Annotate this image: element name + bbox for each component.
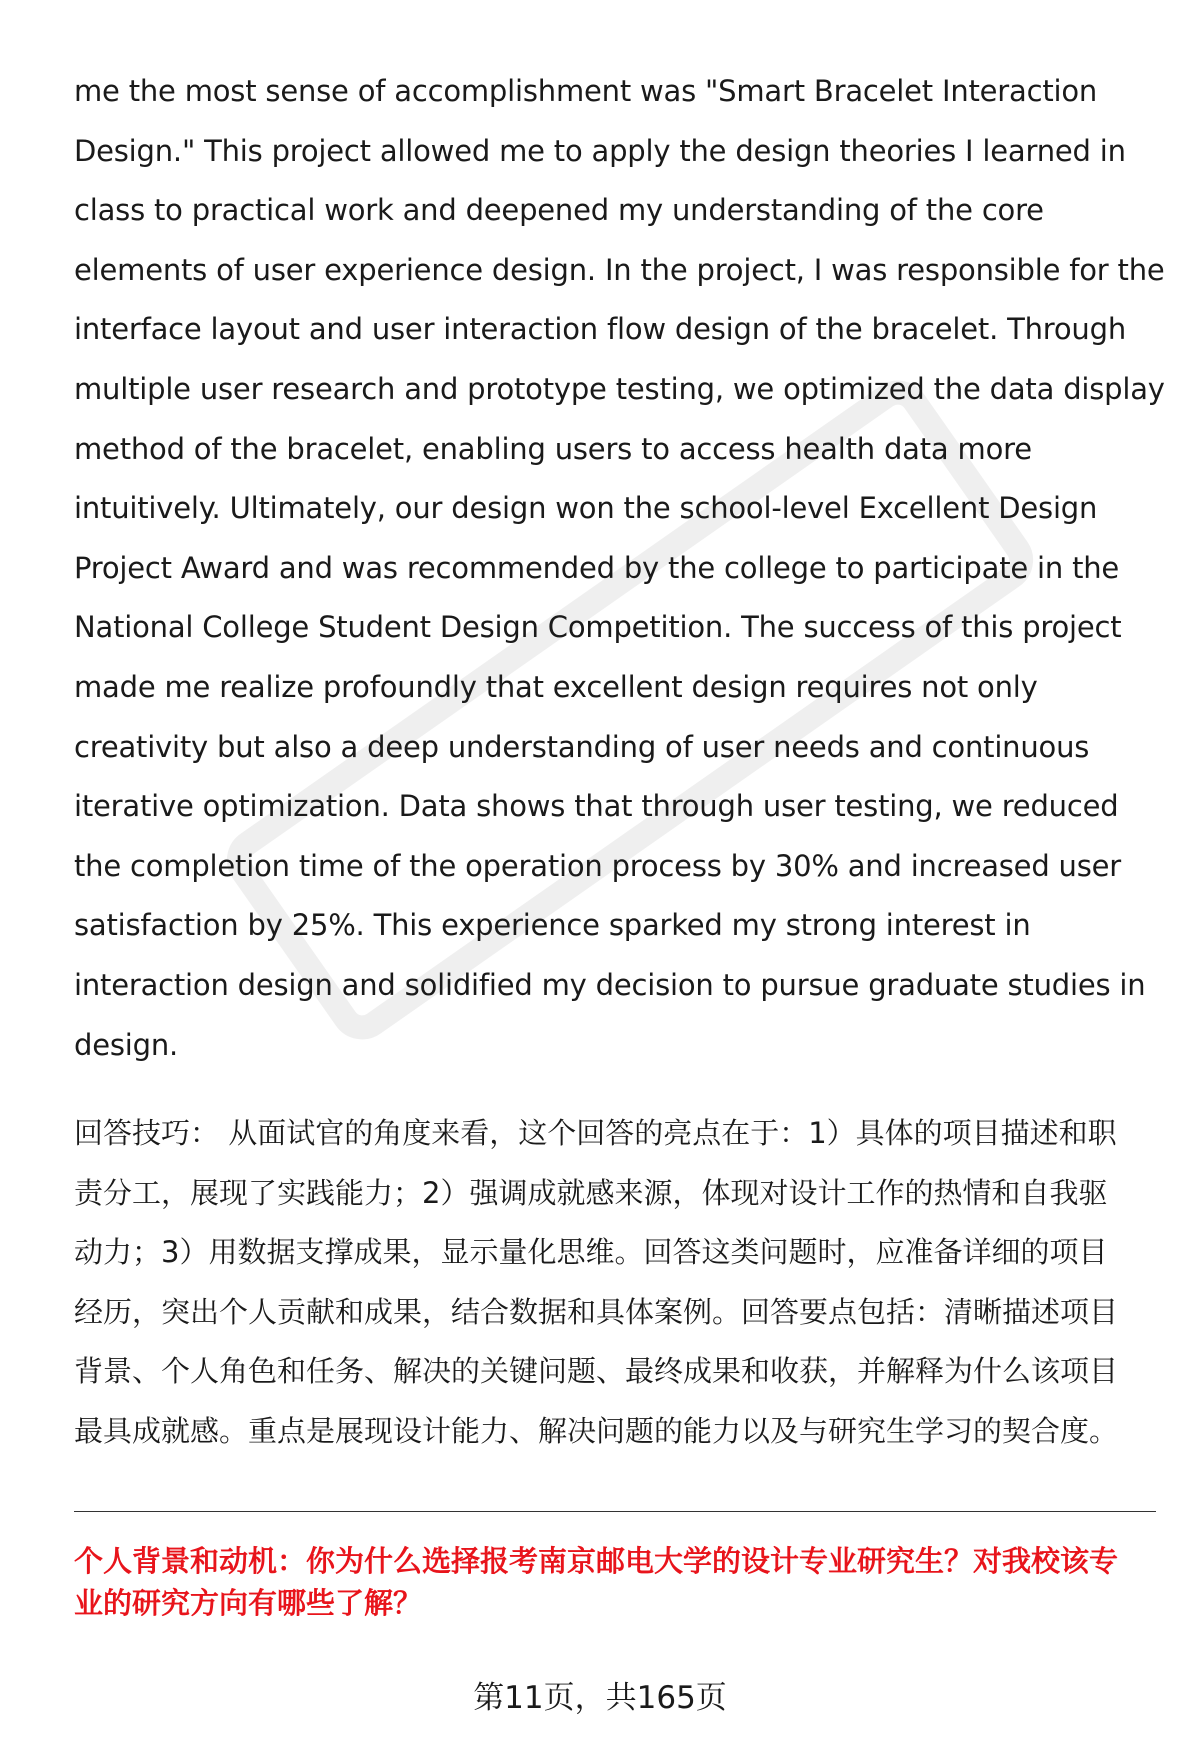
answer-line: multiple user research and prototype testing, we optimized the data display bbox=[74, 371, 1165, 406]
answer-line: design. bbox=[74, 1027, 179, 1062]
answer-tips-paragraph bbox=[74, 1104, 1154, 1462]
answer-line: elements of user experience design. In the project, I was responsible for the bbox=[74, 252, 1165, 287]
tips-line: 动力；3）用数据支撑成果，显示量化思维。回答这类问题时，应准备详细的项目 bbox=[74, 1235, 1108, 1270]
answer-paragraph bbox=[74, 62, 1165, 1075]
tips-line: 最具成就感。重点是展现设计能力、解决问题的能力以及与研究生学习的契合度。 bbox=[74, 1413, 1119, 1448]
answer-line: Design." This project allowed me to apply the design theories I learned in bbox=[74, 133, 1126, 168]
answer-line: me the most sense of accomplishment was "Smart Bracelet Interaction bbox=[74, 74, 1098, 108]
question-heading bbox=[74, 1540, 1156, 1624]
question-line: 个人背景和动机：你为什么选择报考南京邮电大学的设计专业研究生？对我校该专 bbox=[74, 1544, 1119, 1578]
answer-line: Project Award and was recommended by the college to participate in the bbox=[74, 550, 1120, 585]
question-line: 业的研究方向有哪些了解？ bbox=[74, 1586, 423, 1620]
answer-line: the completion time of the operation process by 30% and increased user bbox=[74, 848, 1122, 883]
answer-line: creativity but also a deep understanding of user needs and continuous bbox=[74, 729, 1090, 764]
tips-line: 回答技巧： 从面试官的角度来看，这个回答的亮点在于：1）具体的项目描述和职 bbox=[74, 1116, 1117, 1150]
answer-line: method of the bracelet, enabling users to access health data more bbox=[74, 431, 1032, 466]
answer-line: intuitively. Ultimately, our design won the school-level Excellent Design bbox=[74, 491, 1098, 526]
answer-line: satisfaction by 25%. This experience sparked my strong interest in bbox=[74, 908, 1031, 943]
tips-line: 责分工，展现了实践能力；2）强调成就感来源，体现对设计工作的热情和自我驱 bbox=[74, 1175, 1108, 1210]
answer-line: iterative optimization. Data shows that through user testing, we reduced bbox=[74, 789, 1119, 824]
page-number-footer: 第11页，共165页 bbox=[473, 1680, 727, 1716]
answer-line: interaction design and solidified my decision to pursue graduate studies in bbox=[74, 967, 1146, 1002]
tips-line: 经历，突出个人贡献和成果，结合数据和具体案例。回答要点包括：清晰描述项目 bbox=[74, 1294, 1119, 1329]
section-divider bbox=[74, 1511, 1156, 1512]
answer-line: class to practical work and deepened my understanding of the core bbox=[74, 193, 1044, 228]
answer-line: made me realize profoundly that excellent design requires not only bbox=[74, 669, 1038, 704]
answer-line: interface layout and user interaction flow design of the bracelet. Through bbox=[74, 312, 1126, 347]
tips-line: 背景、个人角色和任务、解决的关键问题、最终成果和收获，并解释为什么该项目 bbox=[74, 1354, 1119, 1389]
answer-line: National College Student Design Competition. The success of this project bbox=[74, 610, 1122, 645]
